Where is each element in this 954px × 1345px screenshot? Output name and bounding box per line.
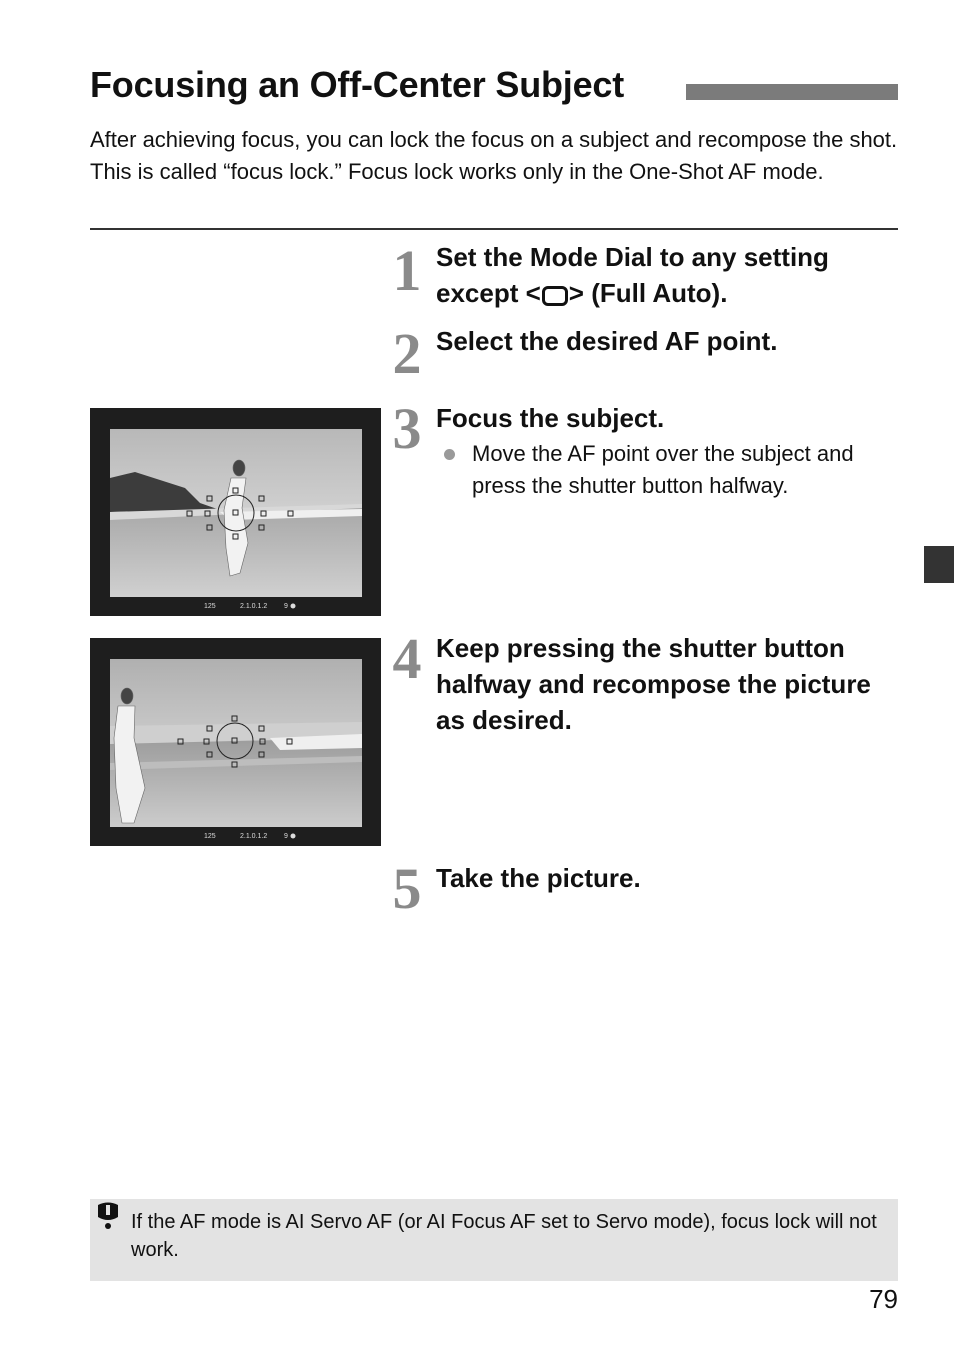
step-3-bullet-text: Move the AF point over the subject and press the shutter button halfway. xyxy=(472,441,854,498)
step-number-2: 2 xyxy=(392,321,422,386)
vf1-scale: 2.1.0.1.2 xyxy=(240,603,268,610)
step-number-5: 5 xyxy=(392,856,422,921)
page-number: 79 xyxy=(869,1284,898,1314)
section-divider xyxy=(90,228,898,230)
page-title: Focusing an Off-Center Subject xyxy=(90,64,625,105)
title-decor-bar xyxy=(686,84,898,100)
step-text-3: Focus the subject. xyxy=(436,403,665,433)
step-text-1 xyxy=(436,239,896,311)
vf1-shutter: 125 xyxy=(204,603,216,610)
vf2-shutter: 125 xyxy=(204,833,216,840)
step-number-1: 1 xyxy=(392,238,422,303)
step-text-4: Keep pressing the shutter button halfway and recompose the picture as desired. xyxy=(436,633,871,735)
vf2-scale: 2.1.0.1.2 xyxy=(240,833,268,840)
caution-text: If the AF mode is AI Servo AF (or AI Focus AF set to Servo mode), focus lock will not work. xyxy=(131,1211,877,1261)
chapter-tab xyxy=(924,546,954,583)
full-auto-icon xyxy=(542,286,568,306)
step-number-4: 4 xyxy=(392,626,422,691)
step-3-bullet xyxy=(436,438,896,502)
vf1-shots: 9 xyxy=(284,603,288,610)
step-1-text-after: > (Full Auto). xyxy=(568,278,728,308)
step-number-3: 3 xyxy=(392,396,422,461)
caution-note xyxy=(90,1199,898,1281)
step-text-5: Take the picture. xyxy=(436,863,641,893)
viewfinder-image-focus xyxy=(90,408,381,616)
intro-paragraph: After achieving focus, you can lock the focus on a subject and recompose the shot. This is called “focus lock.” Focus lock works only in the One-Shot AF mode. xyxy=(90,127,898,184)
caution-icon xyxy=(94,1201,122,1231)
step-text-2: Select the desired AF point. xyxy=(436,326,778,356)
bullet-dot xyxy=(444,449,455,460)
viewfinder-image-recompose xyxy=(90,638,381,846)
vf2-shots: 9 xyxy=(284,833,288,840)
step-1-text-before: Set the Mode Dial to any setting except < xyxy=(436,242,829,308)
